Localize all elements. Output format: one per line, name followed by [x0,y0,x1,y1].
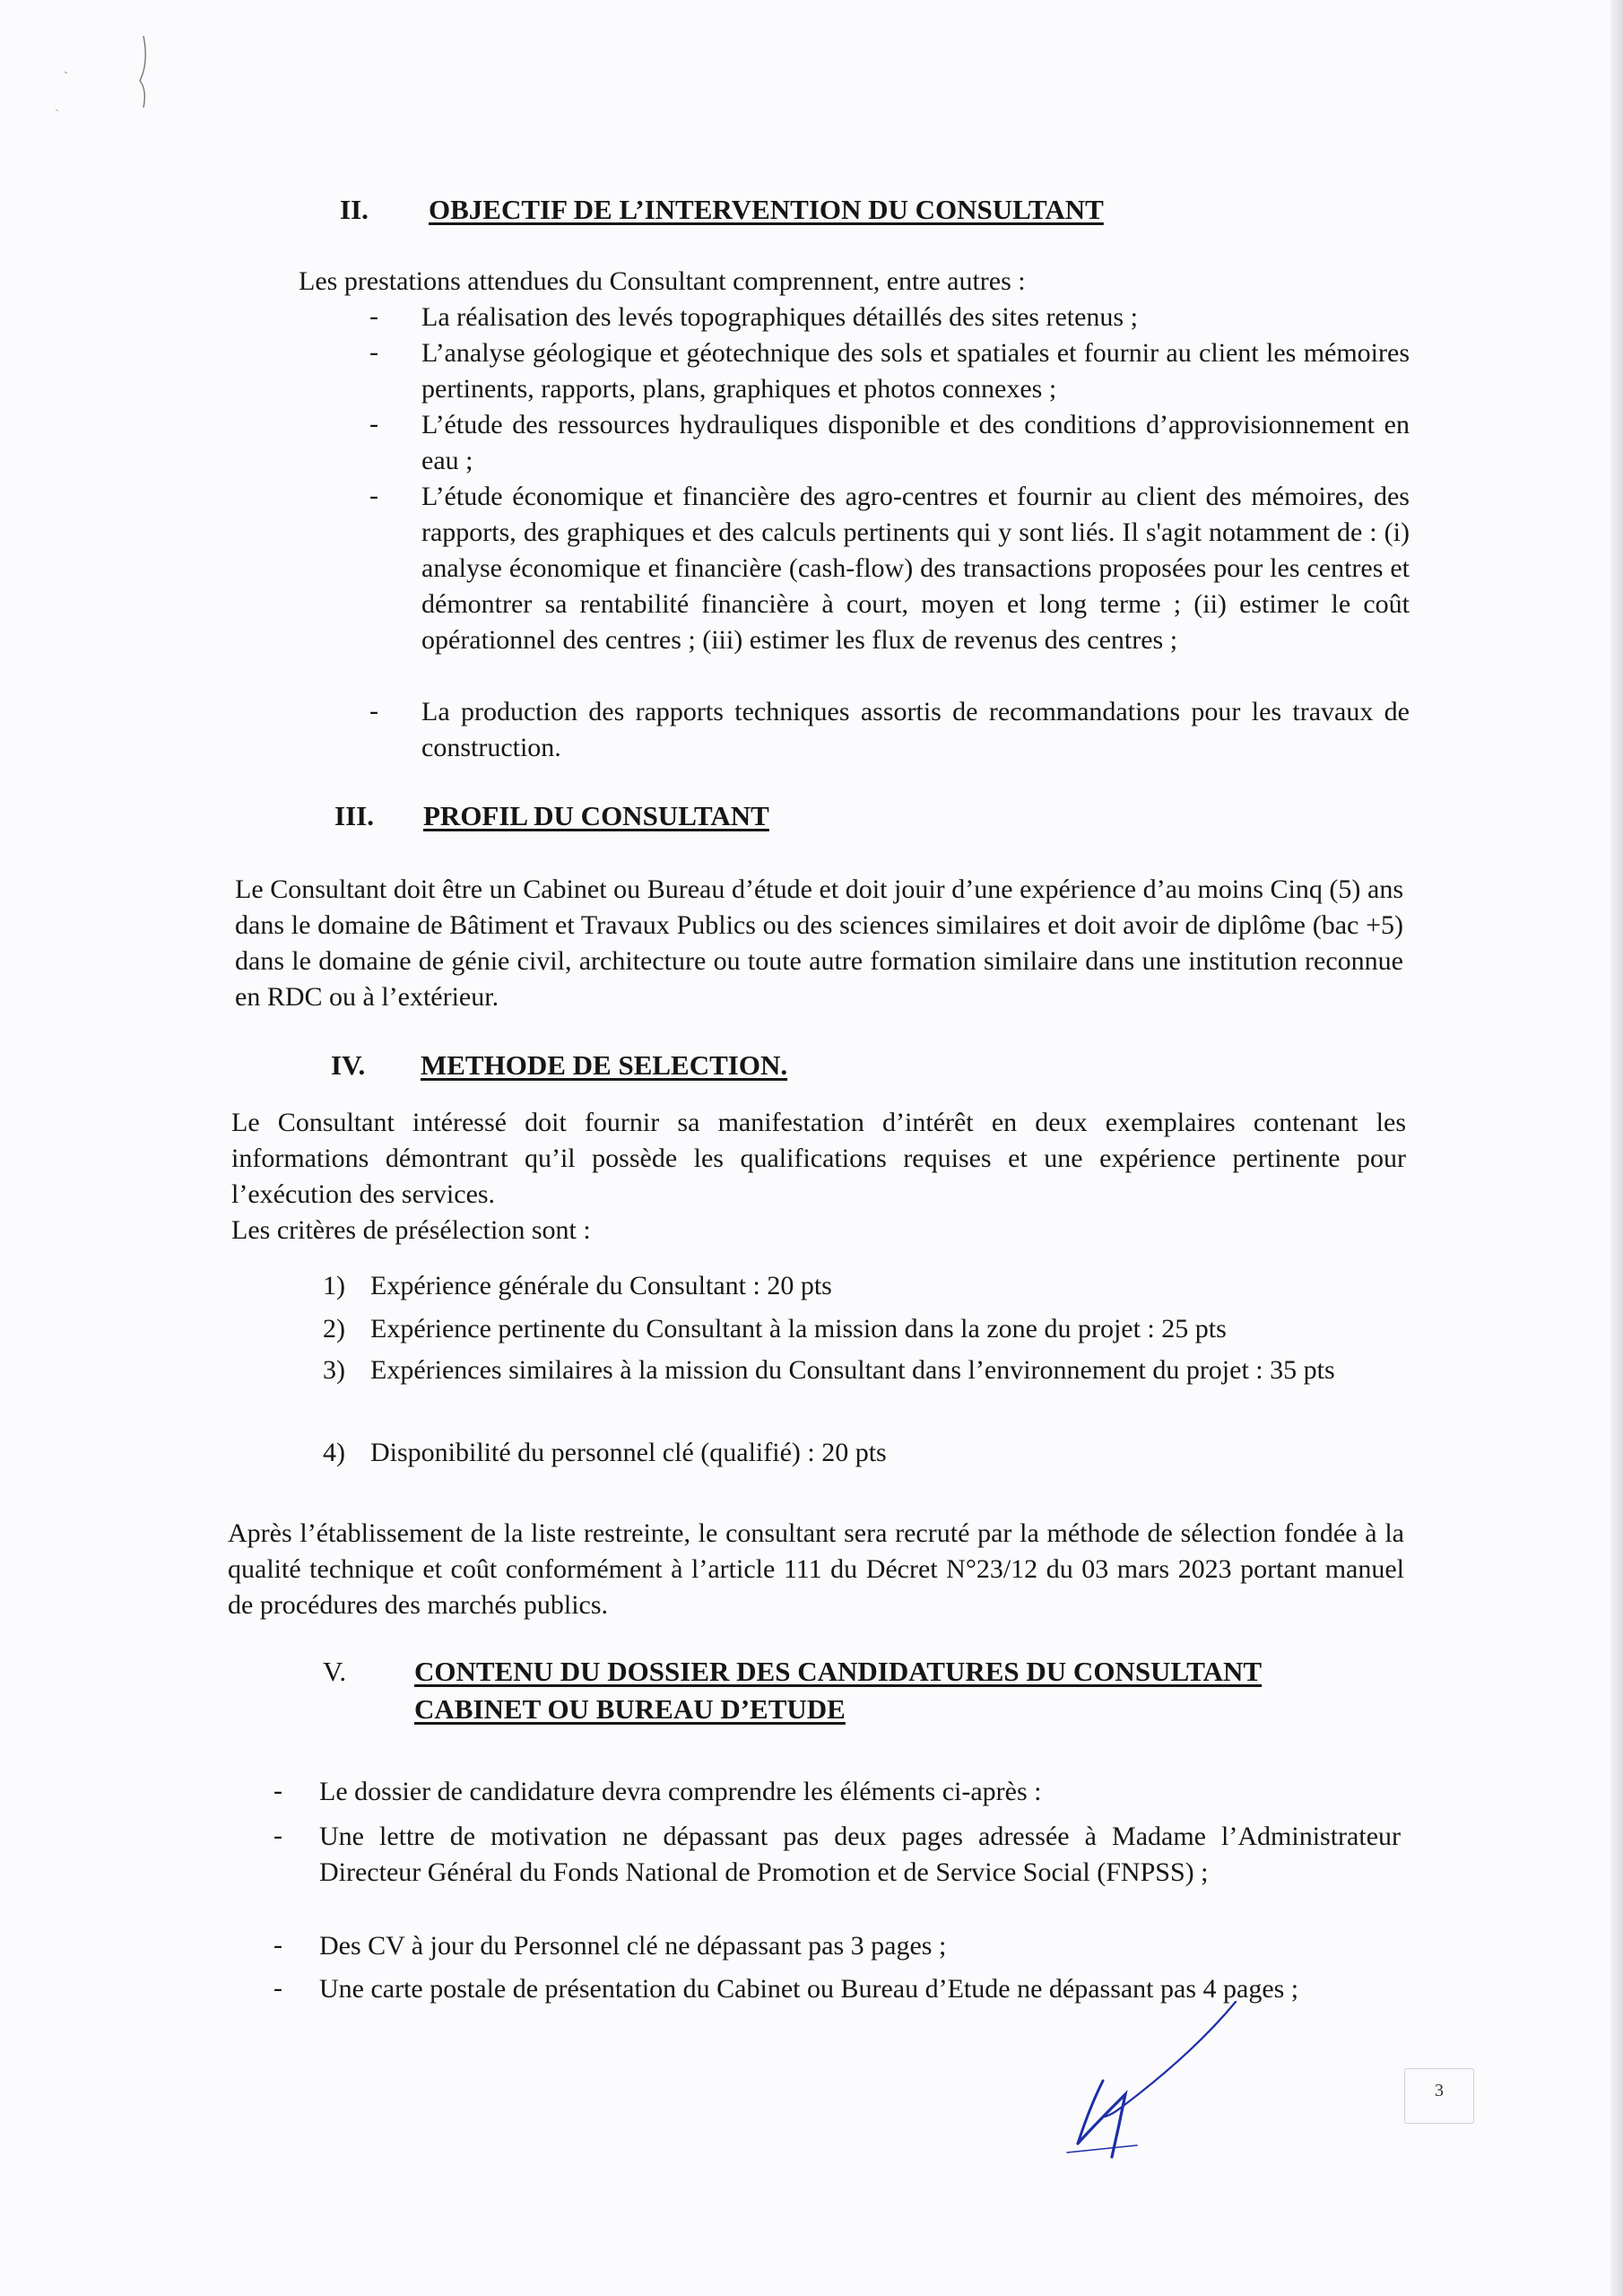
section-2-intro: Les prestations attendues du Consultant comprennent, entre autres : [299,266,1026,296]
bullet-dash: - [273,1973,282,2003]
section-5-bullet: Une carte postale de présentation du Cabinet ou Bureau d’Etude ne dépassant pas 4 pages ; [319,1974,1299,2004]
section-5-bullet: Le dossier de candidature devra comprendre les éléments ci-après : [319,1777,1042,1806]
section-5-bullet: Des CV à jour du Personnel clé ne dépassant pas 3 pages ; [319,1931,947,1961]
bullet-dash: - [369,481,378,510]
bullet-dash: - [273,1776,282,1805]
bullet-dash: - [369,337,378,367]
section-2-bullet: L’analyse géologique et géotechnique des sols et spatiales et fournir au client les mémoires pertinents, rapports, plans, graphiques et photos connexes ; [421,338,1410,404]
scan-edge-shadow [1610,0,1623,2296]
criteria-item: Expérience pertinente du Consultant à la mission dans la zone du projet : 25 pts [370,1314,1227,1344]
section-4-title: METHODE DE SELECTION. [421,1049,788,1081]
criteria-intro: Les critères de présélection sont : [231,1215,591,1245]
criteria-number: 3) [323,1355,345,1385]
bullet-dash: - [369,409,378,439]
section-2-bullet: La réalisation des levés topographiques détaillés des sites retenus ; [421,302,1138,332]
criteria-item: Disponibilité du personnel clé (qualifié) : 20 pts [370,1438,887,1467]
page-number: 3 [1404,2068,1474,2124]
section-3-title: PROFIL DU CONSULTANT [423,800,769,831]
bullet-dash: - [369,696,378,726]
section-4-paragraph: Le Consultant intéressé doit fournir sa manifestation d’intérêt en deux exemplaires contenant les informations démontrant qu’il possède les qualifications requises et une expérience pertinente pour l’exécution des services. [231,1108,1406,1209]
section-4-number: IV. [331,1049,366,1081]
section-5-bullet: Une lettre de motivation ne dépassant pas deux pages adressée à Madame l’Administrateur Directeur Général du Fonds National de Promotion et de Service Social (FNPSS) ; [319,1822,1401,1887]
criteria-number: 2) [323,1314,345,1344]
section-3-paragraph: Le Consultant doit être un Cabinet ou Bureau d’étude et doit jouir d’une expérience d’au moins Cinq (5) ans dans le domaine de Bâtiment et Travaux Publics ou des sciences similaires et doit avoir de diplôme (bac +5) dans le domaine de génie civil, architecture ou toute autre formation similaire dans une institution reconnue en RDC ou à l’extérieur. [235,874,1403,1012]
criteria-number: 1) [323,1271,345,1300]
section-2-title: OBJECTIF DE L’INTERVENTION DU CONSULTANT [429,194,1104,225]
section-2-number: II. [340,194,369,225]
section-2-bullet: La production des rapports techniques assortis de recommandations pour les travaux de construction. [421,697,1410,762]
section-5-title-line1: CONTENU DU DOSSIER DES CANDIDATURES DU CONSULTANT [414,1656,1263,1687]
bullet-dash: - [369,301,378,331]
criteria-number: 4) [323,1438,345,1467]
section-2-bullet: L’étude des ressources hydrauliques disponible et des conditions d’approvisionnement en eau ; [421,410,1410,475]
section-2-bullet: L’étude économique et financière des agro-centres et fournir au client des mémoires, des rapports, des graphiques et des calculs pertinents qui y sont liés. Il s'agit notamment de : (i) analyse économique et financière (cash-flow) des transactions proposées pour les centres et démontrer sa rentabilité financière à court, moyen et long terme ; (ii) estimer le coût opérationnel des centres ; (iii) estimer les flux de revenus des centres ; [421,482,1410,655]
section-4-closing: Après l’établissement de la liste restreinte, le consultant sera recruté par la méthode de sélection fondée à la qualité technique et coût conformément à l’article 111 du Décret N°23/12 du 03 mars 2023 portant manuel de procédures des marchés publics. [228,1518,1404,1620]
bullet-dash: - [273,1930,282,1960]
signature-initials [1040,1991,1255,2170]
scan-mark-icon [54,27,179,126]
bullet-dash: - [273,1821,282,1850]
section-5-number: V. [323,1656,347,1687]
section-3-number: III. [334,800,374,831]
criteria-item: Expérience générale du Consultant : 20 pts [370,1271,832,1300]
criteria-item: Expériences similaires à la mission du Consultant dans l’environnement du projet : 35 pts [370,1355,1335,1385]
section-5-title-line2: CABINET OU BUREAU D’ETUDE [414,1693,846,1725]
